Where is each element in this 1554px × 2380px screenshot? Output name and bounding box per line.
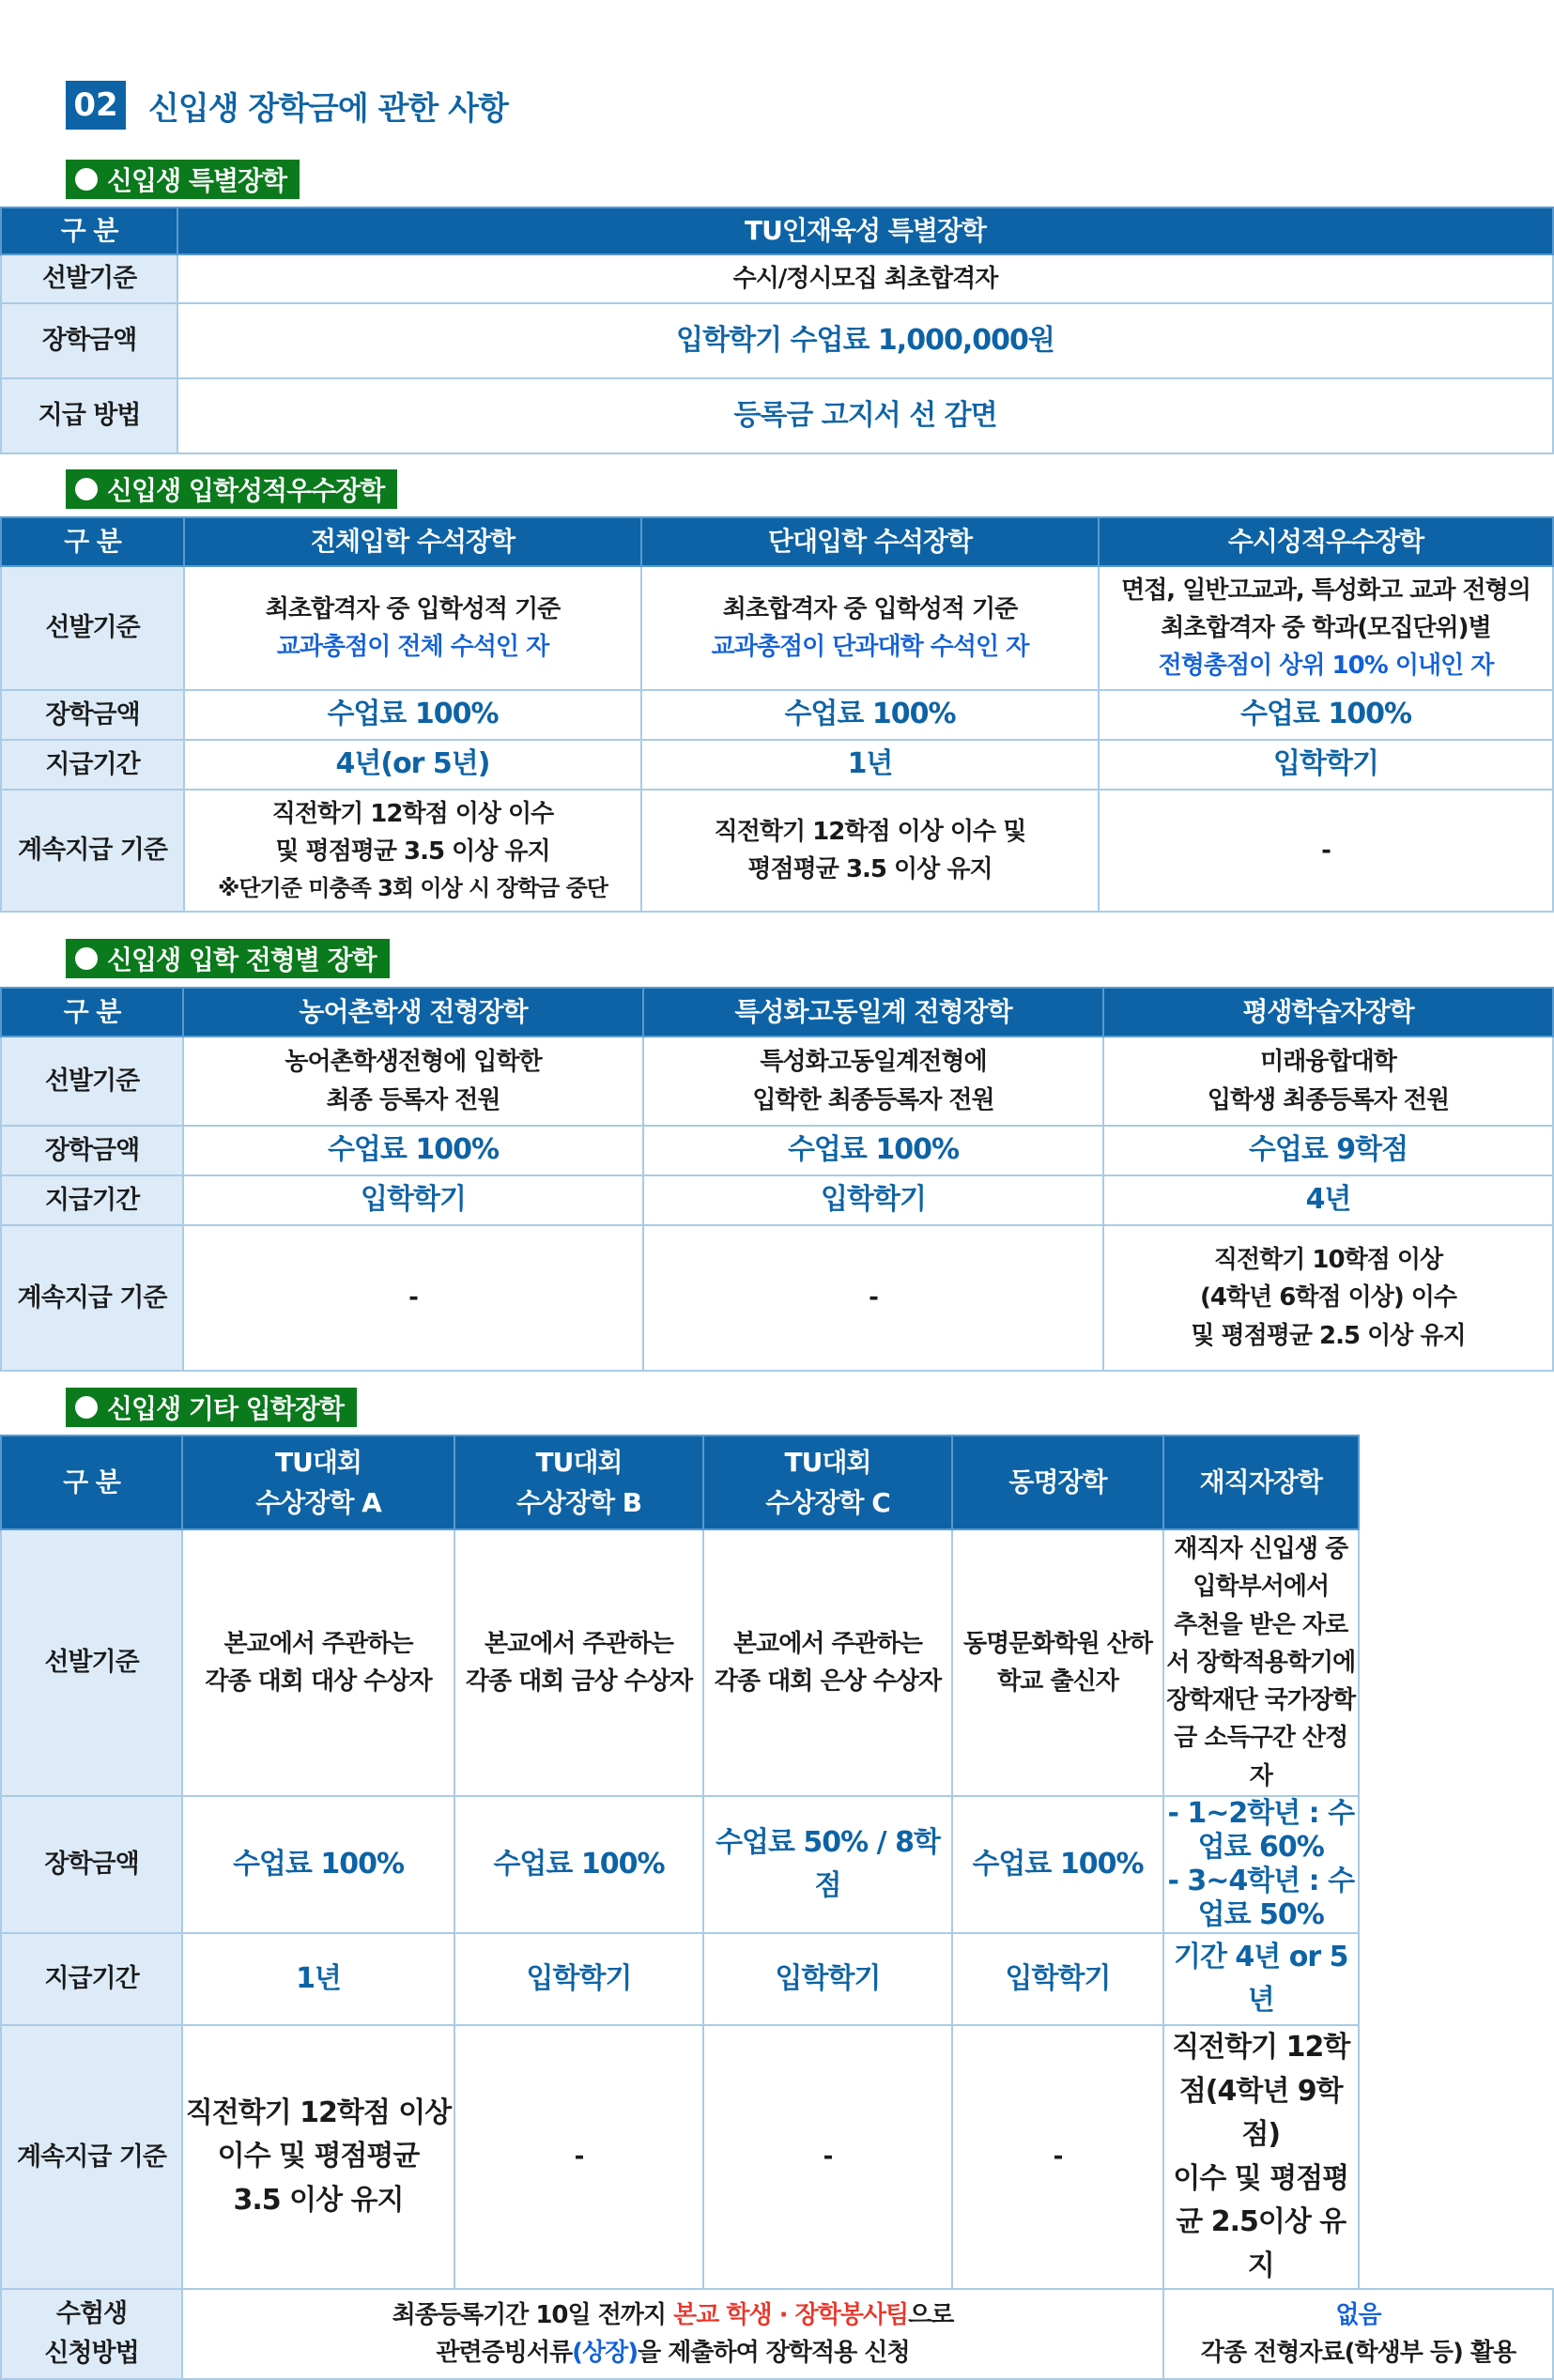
cell-period: 4년(or 5년) bbox=[184, 740, 641, 790]
table-row bbox=[1, 1175, 1553, 1225]
track-label-text: 신입생 입학 전형별 장학 bbox=[107, 944, 377, 975]
table-row bbox=[1, 1225, 1553, 1371]
special-label-text: 신입생 특별장학 bbox=[107, 165, 287, 196]
cell-selection-early bbox=[1099, 566, 1553, 690]
cell-amount: 수업료 9학점 bbox=[1103, 1126, 1553, 1175]
row-label-selection: 선발기준 bbox=[1, 1529, 182, 1796]
row-label-selection: 선발기준 bbox=[1, 1036, 183, 1126]
special-section-label bbox=[66, 160, 300, 199]
cell-line: 장학재단 국가장학금 소득구간 산정자 bbox=[1166, 1686, 1356, 1790]
header-tu-award-c bbox=[703, 1436, 952, 1529]
cell-amount: 수업료 100% bbox=[641, 690, 1099, 740]
table-row bbox=[1, 303, 1553, 378]
special-scholarship-table bbox=[0, 207, 1554, 454]
cell-amount: 수업료 100% bbox=[643, 1126, 1103, 1175]
cell-line: 직전학기 12학점 이상 이수 bbox=[271, 800, 554, 829]
cell-amount: 수업료 100% bbox=[184, 690, 641, 740]
cell-application-method bbox=[182, 2289, 1163, 2379]
cell-amount: 수업료 100% bbox=[183, 1126, 643, 1175]
cell-line: - 1~2학년 : 수업료 60% bbox=[1167, 1797, 1355, 1865]
cell-line: 평점평균 3.5 이상 유지 bbox=[747, 855, 992, 883]
cell-line: 직전학기 12학점 이상 이수 및 bbox=[714, 817, 1026, 846]
row-label-amount: 장학금액 bbox=[1, 1796, 182, 1933]
row-label-application bbox=[1, 2289, 182, 2379]
cell-continuation-overall bbox=[184, 790, 641, 912]
cell-selection-employee bbox=[1163, 1529, 1359, 1796]
table-row bbox=[1, 2025, 1553, 2289]
cell-continuation-rural: - bbox=[183, 1225, 643, 1371]
cell-continuation-a bbox=[182, 2025, 454, 2289]
text-part: 으로 bbox=[908, 2300, 954, 2329]
cell-line: 최초합격자 중 입학성적 기준 bbox=[722, 594, 1018, 623]
section-title: 신입생 장학금에 관한 사항 bbox=[148, 89, 508, 128]
application-note: 각종 전형자료(학생부 등) 활용 bbox=[1200, 2339, 1516, 2368]
cell-period: 4년 bbox=[1103, 1175, 1553, 1225]
header-line: TU대회 bbox=[275, 1446, 362, 1478]
header-line: 수상장학 B bbox=[515, 1487, 642, 1518]
cell-line: 및 평점평균 2.5 이상 유지 bbox=[1191, 1321, 1466, 1350]
bullet-icon bbox=[75, 168, 98, 191]
row-label-amount: 장학금액 bbox=[1, 303, 177, 378]
cell-line-highlight: 전형총점이 상위 10% 이내인 자 bbox=[1158, 652, 1494, 681]
row-label-continuation: 계속지급 기준 bbox=[1, 2025, 182, 2289]
row-label-line: 신청방법 bbox=[44, 2339, 139, 2369]
cell-continuation-b: - bbox=[454, 2025, 703, 2289]
cell-selection-b bbox=[454, 1529, 703, 1796]
cell-line: 직전학기 12학점(4학년 9학점) bbox=[1172, 2031, 1350, 2152]
section-number: 02 bbox=[66, 81, 126, 130]
cell-selection-lifelong bbox=[1103, 1036, 1553, 1126]
cell-line: 이수 및 평점평균 bbox=[217, 2140, 420, 2173]
cell-amount: 수업료 100% bbox=[454, 1796, 703, 1933]
row-label-method: 지급 방법 bbox=[1, 378, 177, 453]
cell-line: 직전학기 10학점 이상 bbox=[1213, 1246, 1443, 1275]
cell-selection-overall bbox=[184, 566, 641, 690]
row-label-amount: 장학금액 bbox=[1, 690, 184, 740]
cell-line: 각종 대회 대상 수상자 bbox=[205, 1667, 432, 1697]
bullet-icon bbox=[75, 947, 98, 970]
other-section-label bbox=[66, 1388, 357, 1427]
merit-scholarship-table bbox=[0, 516, 1554, 913]
cell-continuation-c: - bbox=[703, 2025, 952, 2289]
cell-method: 등록금 고지서 선 감면 bbox=[177, 378, 1553, 453]
cell-line: 최종 등록자 전원 bbox=[326, 1085, 500, 1114]
cell-line: (4학년 6학점 이상) 이수 bbox=[1199, 1283, 1457, 1313]
header-tu-award-b bbox=[454, 1436, 703, 1529]
highlight-office: 본교 학생 · 장학봉사팀 bbox=[673, 2300, 909, 2329]
header-college-top: 단대입학 수석장학 bbox=[641, 517, 1099, 566]
cell-continuation-dongmyeong: - bbox=[952, 2025, 1163, 2289]
cell-line: 재직자 신입생 중 입학부서에서 bbox=[1174, 1535, 1348, 1602]
header-category: 구 분 bbox=[1, 988, 183, 1036]
table-row bbox=[1, 1529, 1553, 1796]
row-label-period: 지급기간 bbox=[1, 740, 184, 790]
table-row bbox=[1, 566, 1553, 690]
other-label-text: 신입생 기타 입학장학 bbox=[107, 1393, 344, 1424]
header-employee: 재직자장학 bbox=[1163, 1436, 1359, 1529]
header-line: 수상장학 C bbox=[765, 1487, 890, 1518]
cell-amount: 수업료 100% bbox=[182, 1796, 454, 1933]
merit-section-label bbox=[66, 469, 397, 509]
header-line: 수상장학 A bbox=[255, 1487, 381, 1518]
table-row bbox=[1, 740, 1553, 790]
text-part: 을 제출하여 장학적용 신청 bbox=[638, 2339, 910, 2368]
row-label-period: 지급기간 bbox=[1, 1175, 183, 1225]
cell-line-highlight: 교과총점이 단과대학 수석인 자 bbox=[711, 633, 1029, 661]
row-label-continuation: 계속지급 기준 bbox=[1, 1225, 183, 1371]
cell-line: 최초합격자 중 학과(모집단위)별 bbox=[1161, 613, 1491, 642]
cell-period: 입학학기 bbox=[952, 1933, 1163, 2025]
text-part: 최종등록기간 10일 전까지 bbox=[392, 2300, 674, 2329]
cell-period: 입학학기 bbox=[454, 1933, 703, 2025]
header-category: 구 분 bbox=[1, 207, 177, 254]
header-lifelong: 평생학습자장학 bbox=[1103, 988, 1553, 1036]
cell-line: 입학한 최종등록자 전원 bbox=[752, 1085, 994, 1114]
cell-line: 이수 및 평점평균 2.5이상 유지 bbox=[1173, 2161, 1349, 2282]
header-category: 구 분 bbox=[1, 1436, 182, 1529]
cell-line-highlight: 교과총점이 전체 수석인 자 bbox=[276, 633, 549, 661]
section-heading bbox=[66, 81, 508, 130]
text-part: 관련증빙서류 bbox=[436, 2339, 573, 2368]
cell-line: 입학생 최종등록자 전원 bbox=[1207, 1085, 1450, 1114]
cell-period: 입학학기 bbox=[1099, 740, 1553, 790]
cell-amount: 수업료 50% / 8학점 bbox=[703, 1796, 952, 1933]
cell-line: 면접, 일반고교과, 특성화고 교과 전형의 bbox=[1121, 576, 1531, 605]
table-row bbox=[1, 254, 1553, 303]
cell-continuation-employee bbox=[1163, 2025, 1359, 2289]
cell-application-none bbox=[1163, 2289, 1553, 2379]
table-row bbox=[1, 1126, 1553, 1175]
row-label-continuation: 계속지급 기준 bbox=[1, 790, 184, 912]
cell-line: 직전학기 12학점 이상 bbox=[185, 2096, 452, 2129]
table-row bbox=[1, 2289, 1553, 2379]
row-label-selection: 선발기준 bbox=[1, 254, 177, 303]
table-row bbox=[1, 790, 1553, 912]
cell-line: 농어촌학생전형에 입학한 bbox=[285, 1048, 542, 1077]
cell-selection: 수시/정시모집 최초합격자 bbox=[177, 254, 1553, 303]
cell-amount: 수업료 100% bbox=[952, 1796, 1163, 1933]
cell-line: 추천을 받은 자로서 장학적용학기에 bbox=[1166, 1610, 1356, 1677]
table-row bbox=[1, 378, 1553, 453]
header-overall-top: 전체입학 수석장학 bbox=[184, 517, 641, 566]
cell-continuation-lifelong bbox=[1103, 1225, 1553, 1371]
header-category: 구 분 bbox=[1, 517, 184, 566]
cell-period: 입학학기 bbox=[183, 1175, 643, 1225]
cell-period: 입학학기 bbox=[703, 1933, 952, 2025]
cell-amount-employee bbox=[1163, 1796, 1359, 1933]
header-dongmyeong: 동명장학 bbox=[952, 1436, 1163, 1529]
cell-line: - 3~4학년 : 수업료 50% bbox=[1167, 1865, 1355, 1932]
cell-selection-dongmyeong bbox=[952, 1529, 1163, 1796]
table-header-row bbox=[1, 988, 1553, 1036]
cell-line: 특성화고동일계전형에 bbox=[760, 1048, 987, 1077]
header-early-merit: 수시성적우수장학 bbox=[1099, 517, 1553, 566]
header-vocational: 특성화고동일계 전형장학 bbox=[643, 988, 1103, 1036]
table-row bbox=[1, 1036, 1553, 1126]
row-label-period: 지급기간 bbox=[1, 1933, 182, 2025]
cell-line: 학교 출신자 bbox=[997, 1667, 1118, 1697]
table-header-row bbox=[1, 1436, 1553, 1529]
cell-selection-rural bbox=[183, 1036, 643, 1126]
cell-line: 3.5 이상 유지 bbox=[233, 2183, 404, 2217]
cell-selection-vocational bbox=[643, 1036, 1103, 1126]
cell-selection-a bbox=[182, 1529, 454, 1796]
application-line-2 bbox=[183, 2334, 1162, 2372]
table-header-row bbox=[1, 207, 1553, 254]
track-scholarship-table bbox=[0, 987, 1554, 1372]
track-section-label bbox=[66, 939, 390, 978]
merit-label-text: 신입생 입학성적우수장학 bbox=[107, 475, 385, 506]
table-row bbox=[1, 1796, 1553, 1933]
header-tu-award-a bbox=[182, 1436, 454, 1529]
table-header-row bbox=[1, 517, 1553, 566]
cell-line: 최초합격자 중 입학성적 기준 bbox=[265, 594, 561, 623]
table-row bbox=[1, 1933, 1553, 2025]
cell-note: ※단기준 미충족 3회 이상 시 장학금 중단 bbox=[218, 874, 608, 901]
cell-line: 및 평점평균 3.5 이상 유지 bbox=[275, 837, 550, 867]
cell-line: 본교에서 주관하는 bbox=[485, 1629, 673, 1658]
cell-line: 각종 대회 금상 수상자 bbox=[465, 1667, 693, 1697]
cell-continuation-college bbox=[641, 790, 1099, 912]
table-row bbox=[1, 690, 1553, 740]
cell-line: 본교에서 주관하는 bbox=[733, 1629, 922, 1658]
highlight-document: (상장) bbox=[572, 2339, 639, 2368]
header-rural: 농어촌학생 전형장학 bbox=[183, 988, 643, 1036]
cell-period: 1년 bbox=[182, 1933, 454, 2025]
cell-period: 1년 bbox=[641, 740, 1099, 790]
application-none: 없음 bbox=[1335, 2300, 1381, 2329]
cell-continuation-early: - bbox=[1099, 790, 1553, 912]
cell-amount: 수업료 100% bbox=[1099, 690, 1553, 740]
header-tu-special: TU인재육성 특별장학 bbox=[177, 207, 1553, 254]
cell-amount: 입학학기 수업료 1,000,000원 bbox=[177, 303, 1553, 378]
bullet-icon bbox=[75, 1396, 98, 1419]
cell-line: 동명문화학원 산하 bbox=[963, 1629, 1152, 1658]
header-line: TU대회 bbox=[535, 1446, 623, 1478]
cell-selection-c bbox=[703, 1529, 952, 1796]
bullet-icon bbox=[75, 478, 98, 500]
row-label-line: 수험생 bbox=[55, 2299, 128, 2329]
cell-continuation-vocational: - bbox=[643, 1225, 1103, 1371]
cell-line: 미래융합대학 bbox=[1260, 1048, 1396, 1077]
row-label-selection: 선발기준 bbox=[1, 566, 184, 690]
cell-period: 기간 4년 or 5년 bbox=[1163, 1933, 1359, 2025]
other-scholarship-table bbox=[0, 1435, 1554, 2380]
header-line: TU대회 bbox=[784, 1446, 871, 1478]
row-label-amount: 장학금액 bbox=[1, 1126, 183, 1175]
application-line-1 bbox=[183, 2296, 1162, 2334]
cell-period: 입학학기 bbox=[643, 1175, 1103, 1225]
cell-line: 본교에서 주관하는 bbox=[223, 1629, 413, 1658]
cell-selection-college bbox=[641, 566, 1099, 690]
cell-line: 각종 대회 은상 수상자 bbox=[714, 1667, 942, 1697]
